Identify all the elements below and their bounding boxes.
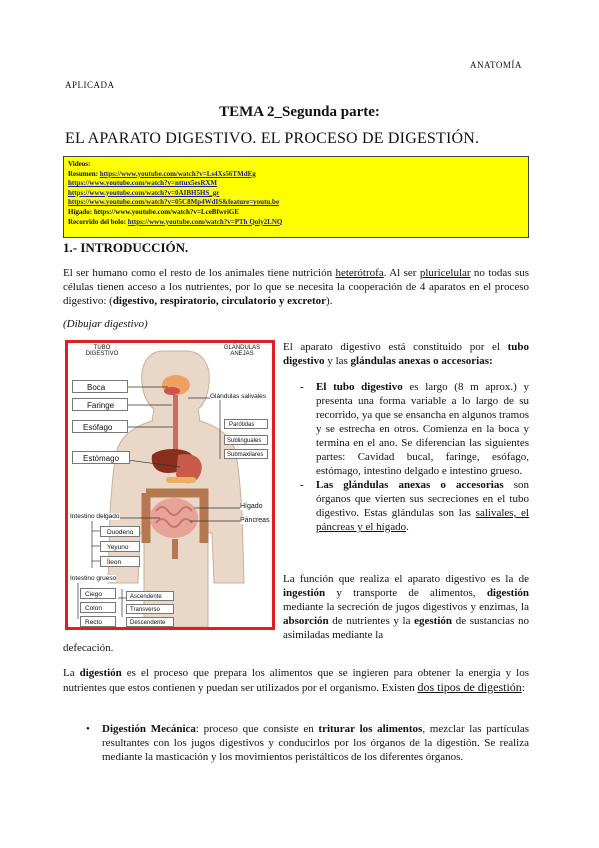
videos-label: Videos: bbox=[68, 160, 91, 168]
parts-list bbox=[300, 380, 529, 534]
label-intestino-grueso: Intestino grueso bbox=[70, 575, 117, 582]
label-sublinguales: Sublinguales bbox=[224, 435, 268, 445]
label-ileon: Íleon bbox=[100, 556, 140, 567]
digestion-paragraph: La digestión es el proceso que prepara los alimentos que se ingieren para obtener la energía y los nutrientes que estos contienen y puedan ser utilizados por el organismo. Existen dos tipos de digestión: bbox=[63, 667, 529, 694]
funcion-tail: defecación. bbox=[63, 642, 114, 654]
video-link-row: Resumen: https://www.youtube.com/watch?v=Ls4Xs56TMdEg bbox=[68, 169, 256, 178]
intro-paragraph: El ser humano como el resto de los animales tiene nutrición heterótrofa. Al ser pluricelular no todas sus células tienen acceso a los nutrientes, por lo que se necesita la cooperación de 4 aparatos en el proceso digestivo: (digestivo, respiratorio, circulatorio y excretor). bbox=[63, 267, 529, 307]
diagram-title-tube: TUBO DIGESTIVO bbox=[85, 345, 119, 357]
list-item-glandulas: - Las glándulas anexas o accesorias son órganos que vierten sus secreciones en el tubo digestivo. Estas glándulas son las salivales, el páncreas y el hígado. bbox=[300, 479, 530, 533]
label-estomago: Estómago bbox=[72, 451, 130, 464]
label-descendente: Descendente bbox=[126, 617, 174, 627]
video-link[interactable]: https://www.youtube.com/watch?v=0AIBH5HS_gr bbox=[68, 188, 220, 197]
videos-box bbox=[63, 156, 529, 238]
list-item-tubo: - El tubo digestivo es largo (8 m aprox.) y presenta una forma variable a lo largo de su recorrido, ya que se ensancha en algunos tramos y se estrecha en otros. Comienza en la boca y termina en el ano. Se diferencian las siguientes partes: Cavidad bucal, faringe, esófago, estómago, intestino delgado e intestino grueso. bbox=[300, 381, 529, 477]
label-higado: Hígado bbox=[240, 503, 263, 510]
tema-heading: TEMA 2_Segunda parte: bbox=[219, 104, 380, 120]
document-title: EL APARATO DIGESTIVO. EL PROCESO DE DIGESTIÓN. bbox=[65, 130, 480, 147]
diagram-title-glands: GLÁNDULAS ANEJAS bbox=[223, 345, 261, 357]
label-colon: Colon bbox=[80, 602, 116, 613]
label-glandulas-salivales: Glándulas salivales bbox=[210, 393, 267, 400]
video-link-row bbox=[68, 198, 524, 208]
bullet-dot: • bbox=[86, 723, 90, 735]
label-ciego: Ciego bbox=[80, 588, 116, 599]
aparato-intro: El aparato digestivo está constituido por el tubo digestivo y las glándulas anexas o accesorias: bbox=[283, 341, 529, 367]
label-intestino-delgado: Intestino delgado bbox=[70, 513, 120, 520]
label-parotidas: Parótidas bbox=[224, 419, 268, 429]
funcion-paragraph: La función que realiza el aparato digestivo es la de ingestión y transporte de alimentos, digestión mediante la secreción de jugos digestivos y enzimas, la absorción de nutrientes y la egestión de sustancias no asimiladas mediante la bbox=[283, 573, 529, 641]
section-heading-intro: 1.- INTRODUCCIÓN. bbox=[63, 240, 189, 255]
label-boca: Boca bbox=[72, 380, 128, 393]
label-recto: Recto bbox=[80, 616, 116, 627]
video-link-row bbox=[68, 189, 524, 199]
label-duodeno: Duodeno bbox=[100, 526, 140, 537]
label-submaxilares: Submaxilares bbox=[224, 449, 268, 459]
video-link-row bbox=[68, 179, 524, 189]
video-link[interactable]: https://www.youtube.com/watch?v=PTh Qoly2LNQ bbox=[127, 217, 283, 226]
label-esofago: Esófago bbox=[72, 420, 128, 433]
digestive-system-diagram bbox=[65, 340, 275, 630]
video-link[interactable]: https://www.youtube.com/watch?v=Ls4Xs56TMdEg bbox=[99, 169, 256, 178]
dibujar-note: (Dibujar digestivo) bbox=[63, 318, 148, 330]
label-faringe: Faringe bbox=[72, 398, 128, 411]
video-link[interactable]: https://www.youtube.com/watch?v=05C8Mp4WdIS&feature=youtu.be bbox=[68, 198, 280, 207]
label-pancreas: Páncreas bbox=[240, 517, 270, 524]
video-link[interactable]: https://www.youtube.com/watch?v=nttux5esRXM bbox=[68, 179, 218, 188]
video-link-plain: https://www.youtube.com/watch?v=LceBfwriGE bbox=[93, 207, 240, 216]
label-yeyuno: Yeyuno bbox=[100, 541, 140, 552]
label-ascendente: Ascendente bbox=[126, 591, 174, 601]
video-link-row: Recorrido del bolo: https://www.youtube.com/watch?v=PTh Qoly2LNQ bbox=[68, 217, 283, 226]
label-transverso: Transverso bbox=[126, 604, 174, 614]
subject-left: APLICADA bbox=[65, 80, 115, 90]
subject-right: ANATOMÍA bbox=[470, 60, 522, 70]
video-link-row: Hígado: https://www.youtube.com/watch?v=LceBfwriGE bbox=[68, 207, 240, 216]
digestion-mecanica-item: • Digestión Mecánica: proceso que consiste en triturar los alimentos, mezclar las partículas resultantes con los jugos digestivos y conducirlos por los órganos de la digestión. Se realiza mediante la masticación y los movimientos peristálticos de los diferentes órganos. bbox=[86, 723, 529, 763]
